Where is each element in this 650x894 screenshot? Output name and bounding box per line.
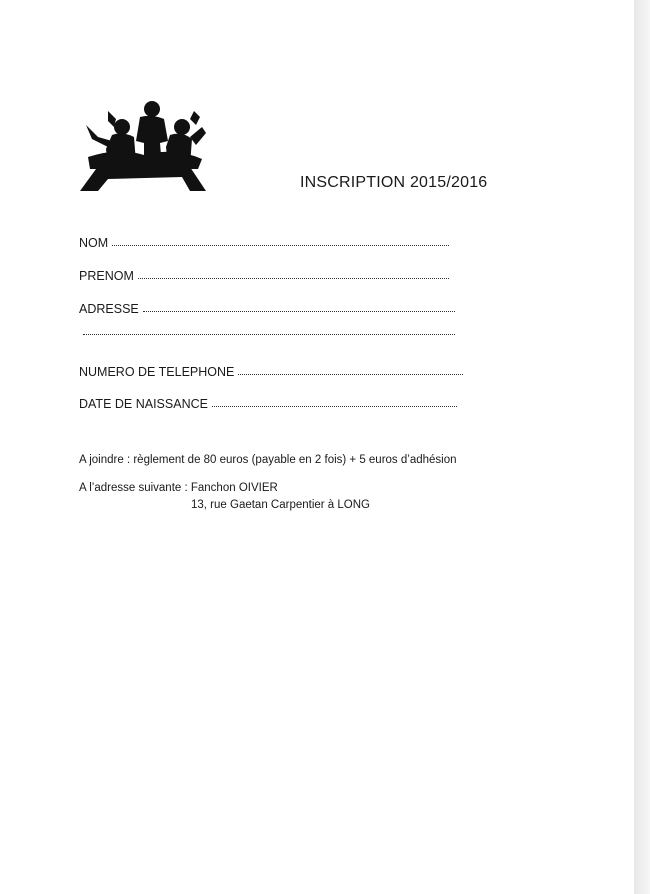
naissance-field[interactable] [79,397,457,411]
adresse-label: ADRESSE [79,302,139,316]
adresse-dotted-line[interactable] [143,310,455,312]
address-note: A l’adresse suivante : Fanchon OIVIER [79,482,278,494]
prenom-label: PRENOM [79,269,134,283]
nom-label: NOM [79,236,109,250]
nom-dotted-line[interactable] [112,244,449,246]
naissance-label: DATE DE NAISSANCE [79,397,208,411]
adresse-line2-field[interactable] [79,334,455,336]
page-edge [634,0,650,894]
telephone-field[interactable] [79,365,463,379]
address-street: 13, rue Gaetan Carpentier à LONG [191,499,370,511]
payment-note: A joindre : règlement de 80 euros (payable en 2 fois) + 5 euros d’adhésion [79,454,457,466]
telephone-dotted-line[interactable] [238,373,463,375]
adresse-field[interactable] [79,302,455,316]
adresse-line2-dotted-line[interactable] [83,333,455,335]
figures-silhouette-icon [78,97,210,193]
prenom-dotted-line[interactable] [138,277,449,279]
naissance-dotted-line[interactable] [212,405,457,407]
prenom-field[interactable] [79,269,449,283]
nom-field[interactable] [79,236,449,250]
telephone-label: NUMERO DE TELEPHONE [79,365,235,379]
form-title: INSCRIPTION 2015/2016 [300,174,488,191]
